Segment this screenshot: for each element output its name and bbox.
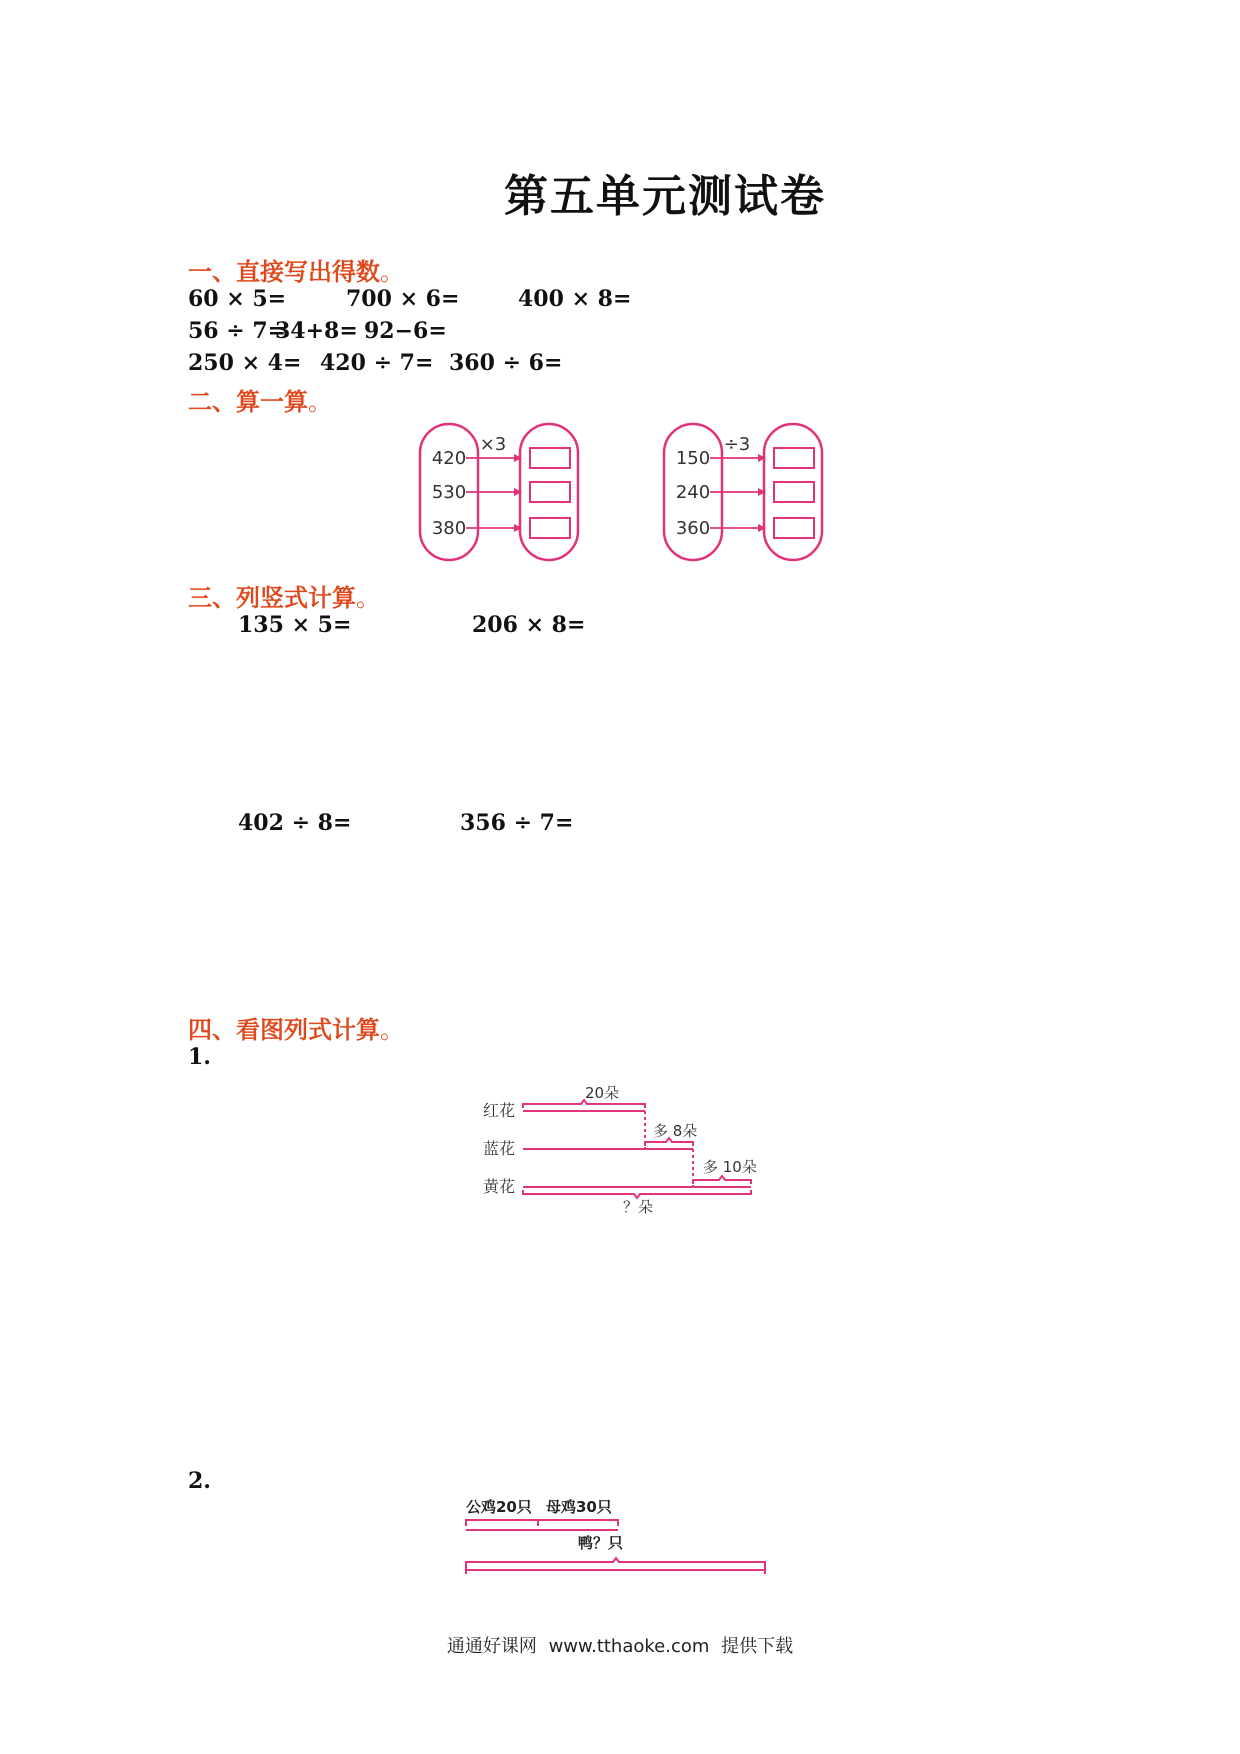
left-operation: ×3	[479, 434, 507, 455]
s1-eq-5: 34+8=	[275, 318, 358, 344]
section-4-heading-dot: 。	[380, 1016, 404, 1044]
section-2-heading	[188, 382, 332, 417]
s1-eq-3: 400 × 8=	[518, 286, 632, 312]
s1-eq-1: 60 × 5=	[188, 286, 287, 312]
section-3-heading	[188, 578, 380, 613]
duck-brace	[466, 1558, 765, 1574]
total-brace	[523, 1190, 751, 1198]
right-operation: ÷3	[723, 434, 751, 455]
s1-eq-9: 360 ÷ 6=	[449, 350, 563, 376]
s1-eq-6: 92−6=	[364, 318, 447, 344]
label-hen: 母鸡30只	[546, 1498, 612, 1516]
section-1-heading-text: 一、直接写出得数	[188, 257, 380, 286]
s1-eq-8: 420 ÷ 7=	[320, 350, 434, 376]
right-input-3: 360	[675, 518, 711, 539]
rooster-brace	[466, 1520, 538, 1526]
label-blue-flower: 蓝花	[483, 1139, 516, 1158]
brace-more-10: 多 10朵	[703, 1158, 757, 1176]
label-red-flower: 红花	[483, 1101, 516, 1120]
poultry-diagram	[460, 1492, 780, 1592]
section-1-heading	[188, 252, 404, 287]
label-yellow-flower: 黄花	[483, 1177, 516, 1196]
calc-diagrams	[410, 420, 830, 570]
s3-eq-3: 402 ÷ 8=	[238, 810, 352, 836]
section-3-heading-text: 三、列竖式计算	[188, 583, 356, 612]
s1-eq-7: 250 × 4=	[188, 350, 302, 376]
right-input-2: 240	[675, 482, 711, 503]
s1-eq-2: 700 × 6=	[346, 286, 460, 312]
footer-text: 通通好课网 www.tthaoke.com 提供下载	[446, 1636, 794, 1657]
section-3-heading-dot: 。	[356, 584, 380, 612]
section-2-heading-dot: 。	[308, 388, 332, 416]
left-input-1: 420	[431, 448, 467, 469]
brace-20: 20朵	[585, 1084, 620, 1102]
hen-brace	[538, 1520, 618, 1526]
right-answer-box-3[interactable]	[774, 518, 814, 538]
label-duck: 鸭？只	[578, 1534, 624, 1552]
s3-eq-1: 135 × 5=	[238, 612, 352, 638]
right-answer-box-2[interactable]	[774, 482, 814, 502]
section-4-heading-text: 四、看图列式计算	[188, 1015, 380, 1044]
left-input-3: 380	[431, 518, 467, 539]
flower-diagram	[475, 1080, 775, 1220]
s3-eq-4: 356 ÷ 7=	[460, 810, 574, 836]
brace-more-8: 多 8朵	[653, 1122, 698, 1140]
red-brace	[523, 1100, 645, 1108]
more-10-brace	[693, 1176, 751, 1184]
section-2-heading-text: 二、算一算	[188, 387, 308, 416]
brace-total: ？朵	[623, 1198, 654, 1216]
question-1-number: 1.	[188, 1044, 211, 1070]
left-input-2: 530	[431, 482, 467, 503]
left-answer-box-2[interactable]	[530, 482, 570, 502]
s1-eq-4: 56 ÷ 7=	[188, 318, 287, 344]
section-4-heading	[188, 1010, 404, 1045]
question-2-number: 2.	[188, 1468, 211, 1494]
s3-eq-2: 206 × 8=	[472, 612, 586, 638]
left-answer-box-3[interactable]	[530, 518, 570, 538]
left-answer-box-1[interactable]	[530, 448, 570, 468]
right-input-1: 150	[675, 448, 711, 469]
right-answer-box-1[interactable]	[774, 448, 814, 468]
page-title: 第五单元测试卷	[504, 171, 826, 222]
section-1-heading-dot: 。	[380, 258, 404, 286]
label-rooster: 公鸡20只	[466, 1498, 532, 1516]
